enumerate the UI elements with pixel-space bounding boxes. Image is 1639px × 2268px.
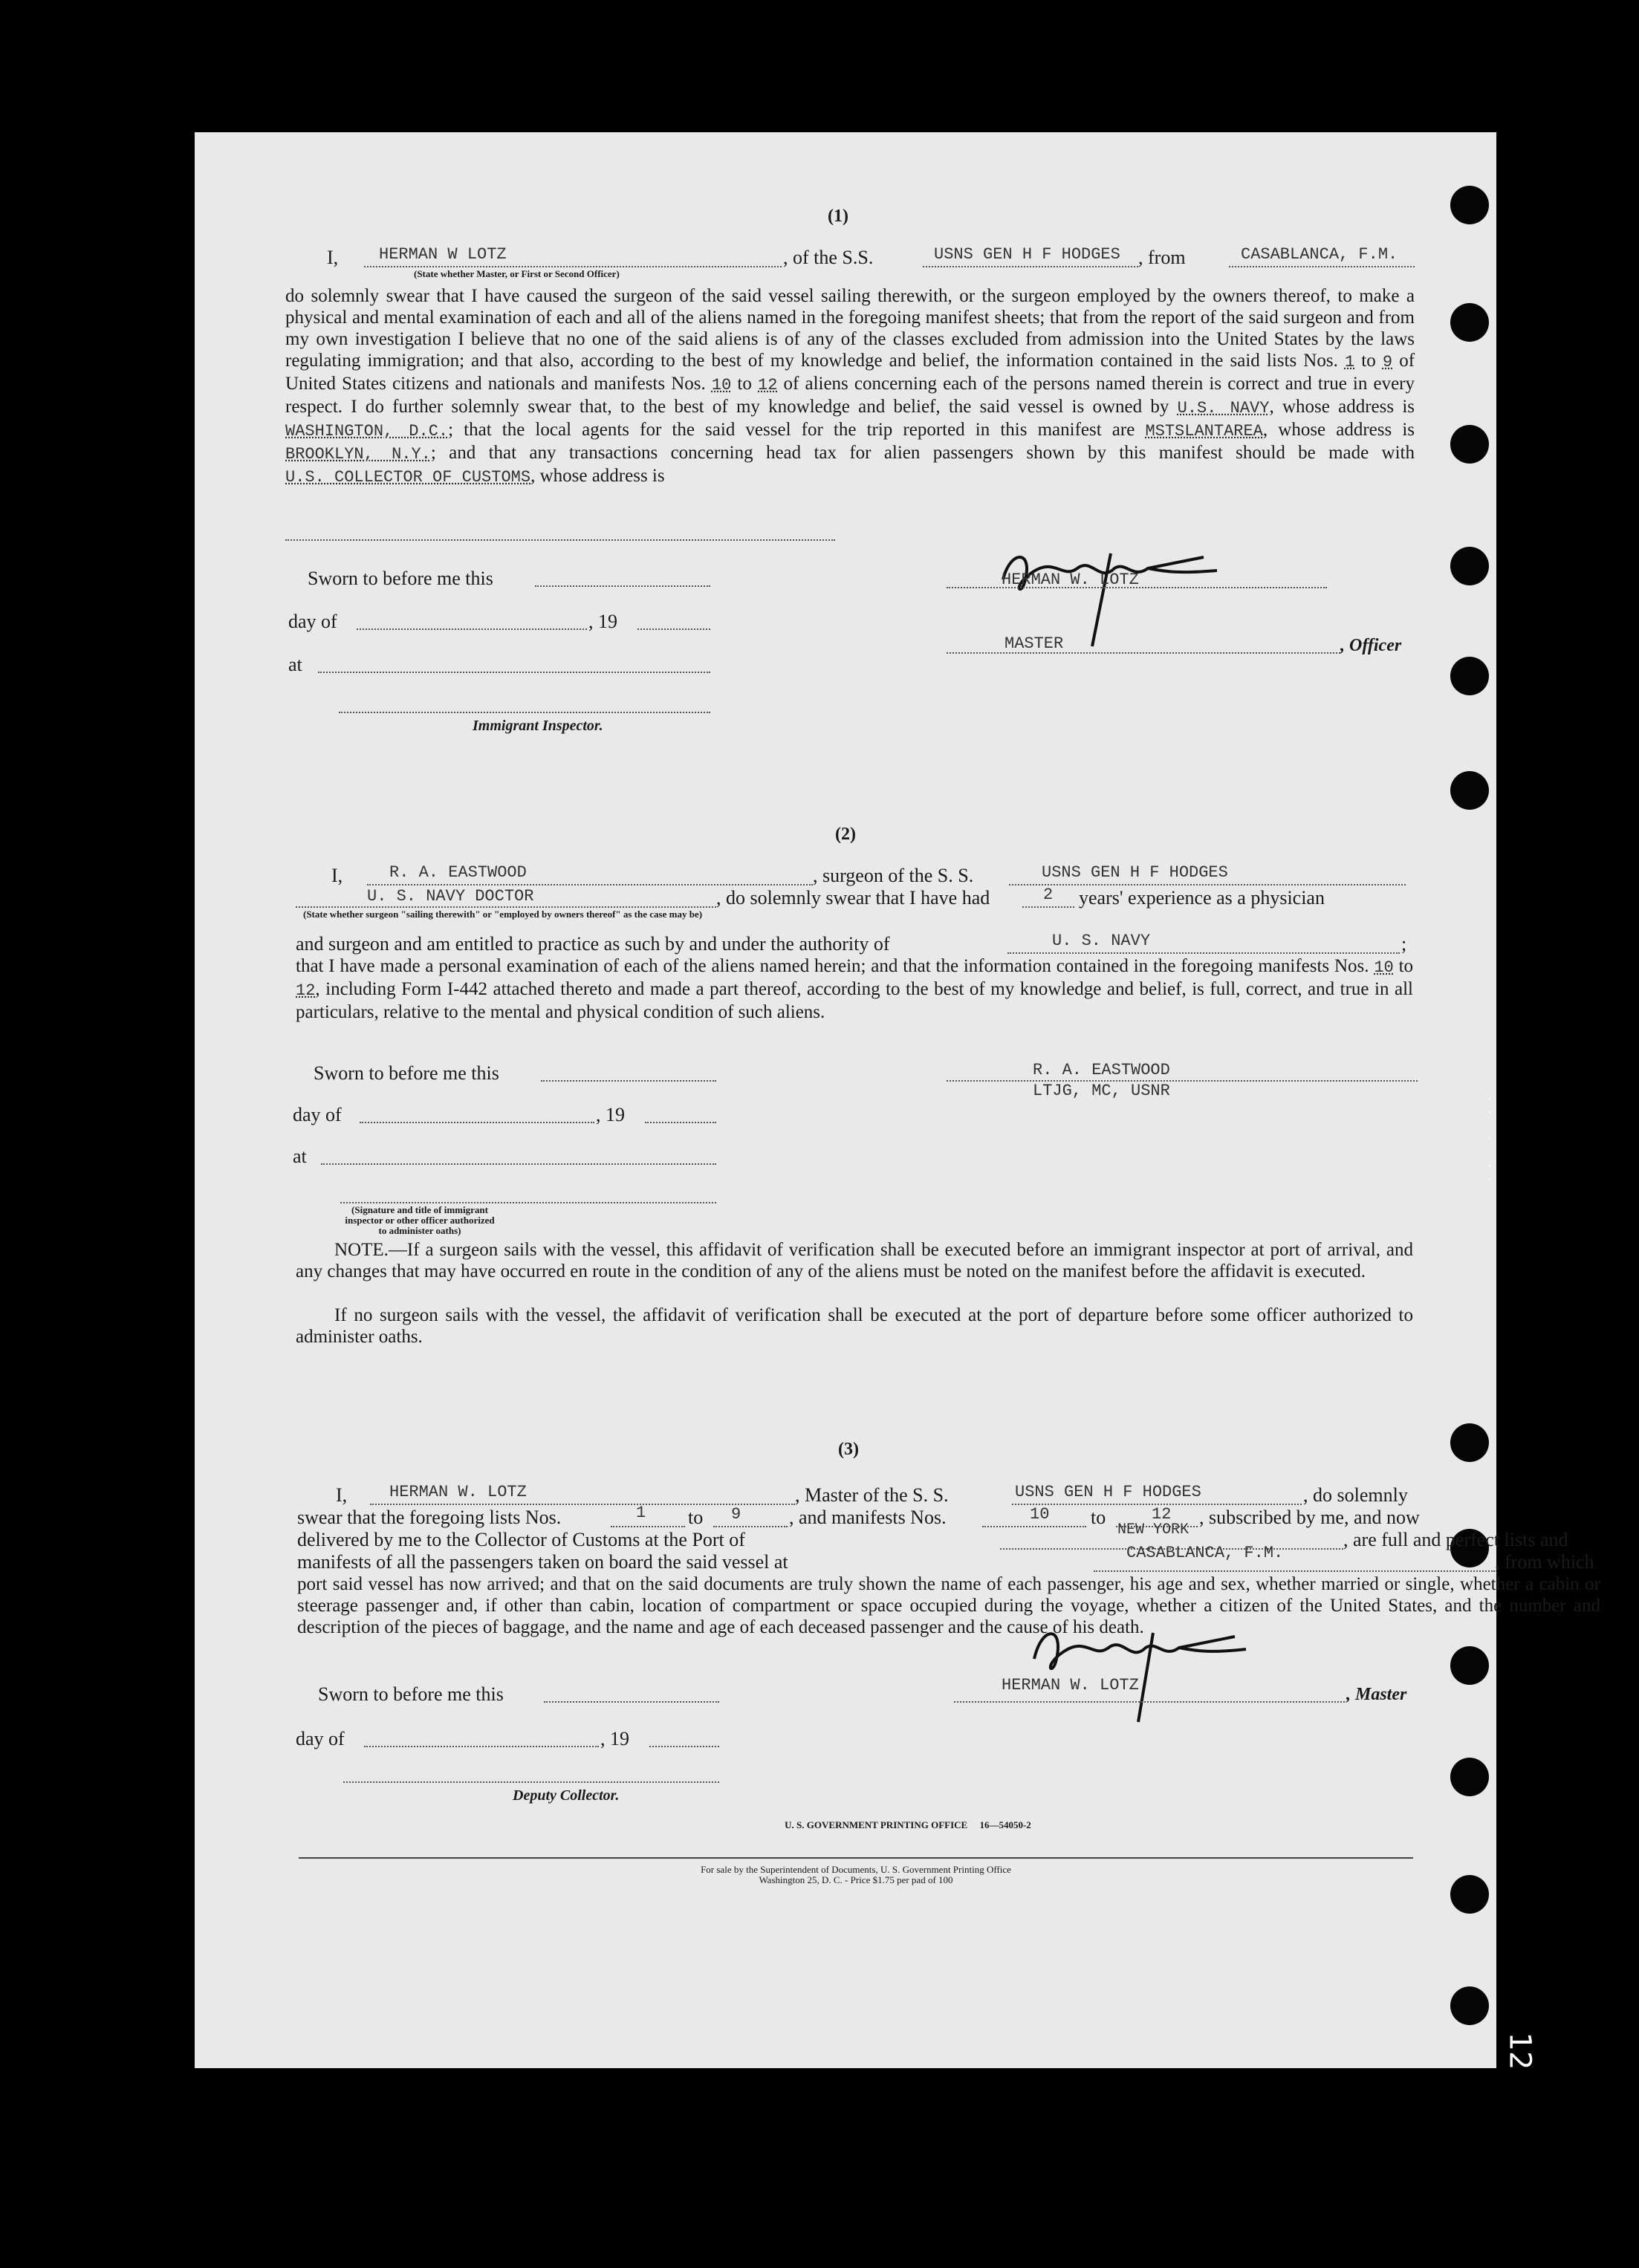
day-line-3	[364, 1746, 599, 1747]
sworn-label-1: Sworn to before me this	[308, 568, 493, 589]
to-label-3a: to	[688, 1507, 704, 1528]
whose-address-end: , whose address is	[530, 466, 665, 486]
section-1-label: (1)	[828, 207, 848, 226]
punch-hole	[1450, 186, 1489, 224]
swear-label-3: swear that the foregoing lists Nos.	[297, 1507, 562, 1528]
master-label-3: , Master	[1346, 1685, 1407, 1704]
surgeon-sig-line	[947, 1080, 1418, 1082]
status-caption: (State whether surgeon "sailing therewith" or "employed by owners thereof" as the case may be)	[303, 909, 703, 920]
day-line-1	[357, 628, 587, 630]
lists-from-line-3	[611, 1526, 685, 1527]
port-taken-line	[1094, 1570, 1495, 1572]
sale-line-2: Washington 25, D. C. - Price $1.75 per pad of 100	[759, 1874, 953, 1885]
officer-name: HERMAN W LOTZ	[379, 245, 507, 264]
manifest-page	[195, 132, 1600, 2068]
do-solemnly-label: , do solemnly	[1303, 1484, 1408, 1506]
section-1-paragraph: do solemnly swear that I have caused the surgeon of the said vessel sailing therewith, or the surgeon employed by the owners thereof, to make a physical and mental examination of each and all of the aliens named in the foregoing manifest sheets; that from the report of the said surgeon and from my own investigation I believe that no one of the said aliens is of any of the classes excluded from admission into the United States by the laws regulating immigration; and that also, according to the best of my knowledge and belief, the information contained in the said lists Nos. 1 to 9 of United States citizens and nationals and manifests Nos. 10 to 12 of aliens concerning each of the persons named therein is correct and true in every respect. I do further solemnly swear that, to the best of my knowledge and belief, the said vessel is owned by U.S. NAVY, whose address is WASHINGTON, D.C.; that the local agents for the said vessel for the trip reported in this manifest are MSTSLANTAREA, whose address is BROOKLYN, N.Y.; and that any transactions concerning head tax for alien passengers shown by this manifest should be made with U.S. COLLECTOR OF CUSTOMS, whose address is	[285, 286, 1415, 487]
ship-name-2: USNS GEN H F HODGES	[1042, 863, 1228, 882]
master-of-label: , Master of the S. S.	[795, 1484, 949, 1506]
at-line-2	[321, 1163, 716, 1165]
lists-to-3: 9	[731, 1505, 741, 1524]
margin-dots: · · · · ·	[1487, 1091, 1492, 1186]
authority-line	[1007, 952, 1400, 954]
manifests-to: 12	[758, 376, 778, 394]
punch-hole	[1450, 771, 1489, 810]
to-label: to	[1398, 956, 1414, 976]
at-label-1: at	[288, 654, 302, 675]
experience-label: years' experience as a physician	[1079, 887, 1325, 909]
sworn-label-2: Sworn to before me this	[314, 1062, 499, 1084]
officer-label: , Officer	[1340, 636, 1402, 655]
master-sig-line-3	[954, 1701, 1345, 1703]
manifests-from-line-3	[982, 1526, 1086, 1527]
delivered-label: delivered by me to the Collector of Customs at the Port of	[297, 1529, 745, 1550]
subscribed-label: , subscribed by me, and now	[1199, 1507, 1420, 1528]
officer-name-line	[364, 266, 782, 267]
sworn-label-3: Sworn to before me this	[318, 1683, 504, 1705]
owner: U.S. NAVY	[1177, 399, 1270, 417]
inspector-caption-1: Immigrant Inspector.	[473, 718, 603, 734]
section-1-p4: that the local agents for the said vessel for the trip reported in this manifest are	[464, 420, 1135, 440]
surgeon-status-line	[296, 906, 716, 908]
ship-name-1: USNS GEN H F HODGES	[934, 245, 1120, 264]
port-from: CASABLANCA, F.M.	[1241, 245, 1398, 264]
section-2-i: I,	[331, 865, 343, 886]
footer-rule	[299, 1857, 1413, 1859]
punch-hole	[1450, 1875, 1489, 1914]
at-line-1	[318, 672, 710, 673]
surgeon-ship-line	[1009, 884, 1406, 886]
officer-sig-name: HERMAN W. LOTZ	[1002, 571, 1139, 589]
section-2-p2: that I have made a personal examination of each of the aliens named herein; and that the information contained in the foregoing manifests Nos.	[296, 956, 1369, 976]
section-2-label: (2)	[835, 825, 856, 844]
sworn-line-1	[535, 585, 710, 587]
surgeon-manifests-to: 12	[296, 981, 316, 1000]
year-label-3: , 19	[600, 1728, 629, 1749]
note-1: NOTE.—If a surgeon sails with the vessel, this affidavit of verification shall be executed before an immigrant inspector at port of arrival, and any changes that may have occurred en route in the condition of any of the aliens must be noted on the manifest before the affidavit is executed.	[296, 1240, 1413, 1281]
section-1-p1: do solemnly swear that I have caused the surgeon of the said vessel sailing therewith, or the surgeon employed by the owners thereof, to make a physical and mental examination of each and all of the aliens named in the foregoing manifest sheets; that from the report of the said surgeon and from my own investigation I believe that no one of the said aliens is of any of the classes excluded from admission into the United States by the laws regulating immigration; and that also, according to the best of my knowledge and belief, the information contained in the said lists Nos.	[285, 286, 1415, 371]
punch-hole	[1450, 1423, 1489, 1462]
lists-from: 1	[1344, 353, 1355, 371]
officer-caption: (State whether Master, or First or Second Officer)	[414, 268, 620, 279]
manifests-from-3: 10	[1030, 1505, 1050, 1524]
swear-label-2: , do solemnly swear that I have had	[716, 887, 990, 909]
section-2-p1: and surgeon and am entitled to practice as such by and under the authority of	[296, 933, 890, 955]
inspector-line-1	[339, 712, 710, 713]
punch-hole	[1450, 303, 1489, 342]
punch-hole	[1450, 1646, 1489, 1685]
page-number: 12	[1502, 2032, 1537, 2070]
section-1-p2: of United States citizens and nationals and manifests Nos.	[285, 351, 1415, 394]
surgeon-sig-name: R. A. EASTWOOD	[1033, 1061, 1170, 1079]
punch-hole	[1450, 1986, 1489, 2025]
surgeon-manifests-from: 10	[1374, 958, 1394, 977]
surgeon-sig-title: LTJG, MC, USNR	[1033, 1082, 1170, 1100]
manifests-to-3: 12	[1152, 1505, 1172, 1524]
owner-address: WASHINGTON, D.C.	[285, 422, 449, 441]
lists-to-line-3	[713, 1526, 788, 1527]
year-line-2	[645, 1122, 716, 1123]
from-label: , from	[1138, 247, 1186, 268]
day-of-label-3: day of	[296, 1728, 345, 1749]
master-signature-3	[1012, 1603, 1250, 1729]
agents-address: BROOKLYN, N.Y.	[285, 445, 431, 464]
sworn-line-2	[541, 1080, 716, 1082]
official-caption-2: (Signature and title of immigrant inspector or other officer authorized to administer oaths)	[345, 1204, 495, 1236]
surgeon-name: R. A. EASTWOOD	[389, 863, 527, 882]
year-line-1	[637, 628, 710, 630]
full-label: , are full and perfect lists and	[1343, 1529, 1568, 1550]
sale-line-1: For sale by the Superintendent of Documents, U. S. Government Printing Office	[701, 1864, 1011, 1875]
manifests-from: 10	[711, 376, 732, 394]
officer-title: MASTER	[1005, 634, 1064, 653]
day-of-label-2: day of	[293, 1104, 342, 1125]
note-2: If no surgeon sails with the vessel, the affidavit of verification shall be executed at the port of departure before some officer authorized to administer oaths.	[296, 1305, 1413, 1347]
semicolon: ;	[1401, 933, 1407, 955]
section-1-p3: of aliens concerning each of the persons named therein is correct and true in every respect. I do further solemnly swear that, to the best of my knowledge and belief, the said vessel is owned by	[285, 374, 1415, 417]
to-label: to	[737, 374, 752, 394]
whose-address-is-label: whose address is	[1278, 420, 1415, 440]
year-line-3	[649, 1746, 719, 1747]
from-which-label: , from which	[1495, 1551, 1594, 1573]
and-manifests-label: , and manifests Nos.	[789, 1507, 947, 1528]
sworn-line-3	[544, 1701, 719, 1703]
section-2-paragraph	[296, 955, 1413, 1023]
to-label: to	[1361, 351, 1376, 371]
surgeon-status: U. S. NAVY DOCTOR	[367, 887, 534, 906]
section-3-label: (3)	[838, 1440, 859, 1459]
section-2-p3: , including Form I-442 attached thereto and made a part thereof, according to the best of my knowledge and belief, is full, correct, and true in all particulars, relative to the mental and physical condition of such aliens.	[296, 979, 1413, 1022]
punch-hole	[1450, 547, 1489, 585]
official-line-2	[340, 1202, 716, 1203]
day-of-label-1: day of	[288, 611, 337, 632]
whose-address-label: , whose address is	[1269, 397, 1415, 417]
to-label-3b: to	[1091, 1507, 1106, 1528]
master-sig-name-3: HERMAN W. LOTZ	[1002, 1676, 1139, 1694]
punch-hole	[1450, 657, 1489, 695]
port-of-arrival: NEW YORK	[1117, 1521, 1190, 1538]
surgeon-name-line	[367, 884, 813, 886]
manifests-of-all-label: manifests of all the passengers taken on board the said vessel at	[297, 1551, 788, 1573]
ship-line	[923, 266, 1138, 267]
deputy-line	[343, 1781, 719, 1783]
year-label-1: , 19	[588, 611, 617, 632]
section-1-i: I,	[327, 247, 339, 268]
section-3-i: I,	[336, 1484, 348, 1506]
ship-name-3: USNS GEN H F HODGES	[1015, 1483, 1201, 1501]
local-agents: MSTSLANTAREA	[1145, 422, 1263, 441]
section-1-p5: ; and that any transactions concerning head tax for alien passengers shown by this manifest should be made with	[430, 443, 1415, 463]
years: 2	[1043, 886, 1054, 904]
port-taken: CASABLANCA, F.M.	[1126, 1544, 1284, 1562]
head-tax-payee: U.S. COLLECTOR OF CUSTOMS	[285, 468, 531, 487]
deputy-caption: Deputy Collector.	[513, 1787, 620, 1804]
authority: U. S. NAVY	[1052, 932, 1151, 950]
lists-to: 9	[1382, 353, 1393, 371]
years-line	[1022, 906, 1074, 908]
punch-hole	[1450, 425, 1489, 464]
at-label-2: at	[293, 1146, 307, 1167]
punch-hole	[1450, 1758, 1489, 1796]
gpo-line: U. S. GOVERNMENT PRINTING OFFICE 16—54050-2	[785, 1819, 1031, 1830]
section-3-rest: port said vessel has now arrived; and that on the said documents are truly shown the name of each passenger, his age and sex, whether married or single, whether a cabin or steerage passenger and, if other than cabin, location of compartment or space occupied during the voyage, whether a citizen of the United States, and the number and description of the pieces of baggage, and the name and age of each deceased passenger and the cause of his death.	[297, 1574, 1600, 1637]
of-ss-label: , of the S.S.	[783, 247, 874, 268]
year-label-2: , 19	[596, 1104, 625, 1125]
lists-from-3: 1	[636, 1504, 646, 1522]
day-line-2	[360, 1122, 594, 1123]
port-from-line	[1229, 266, 1415, 267]
master-name: HERMAN W. LOTZ	[389, 1483, 527, 1501]
surgeon-of-label: , surgeon of the S. S.	[813, 865, 974, 886]
head-tax-address-line	[285, 539, 835, 541]
